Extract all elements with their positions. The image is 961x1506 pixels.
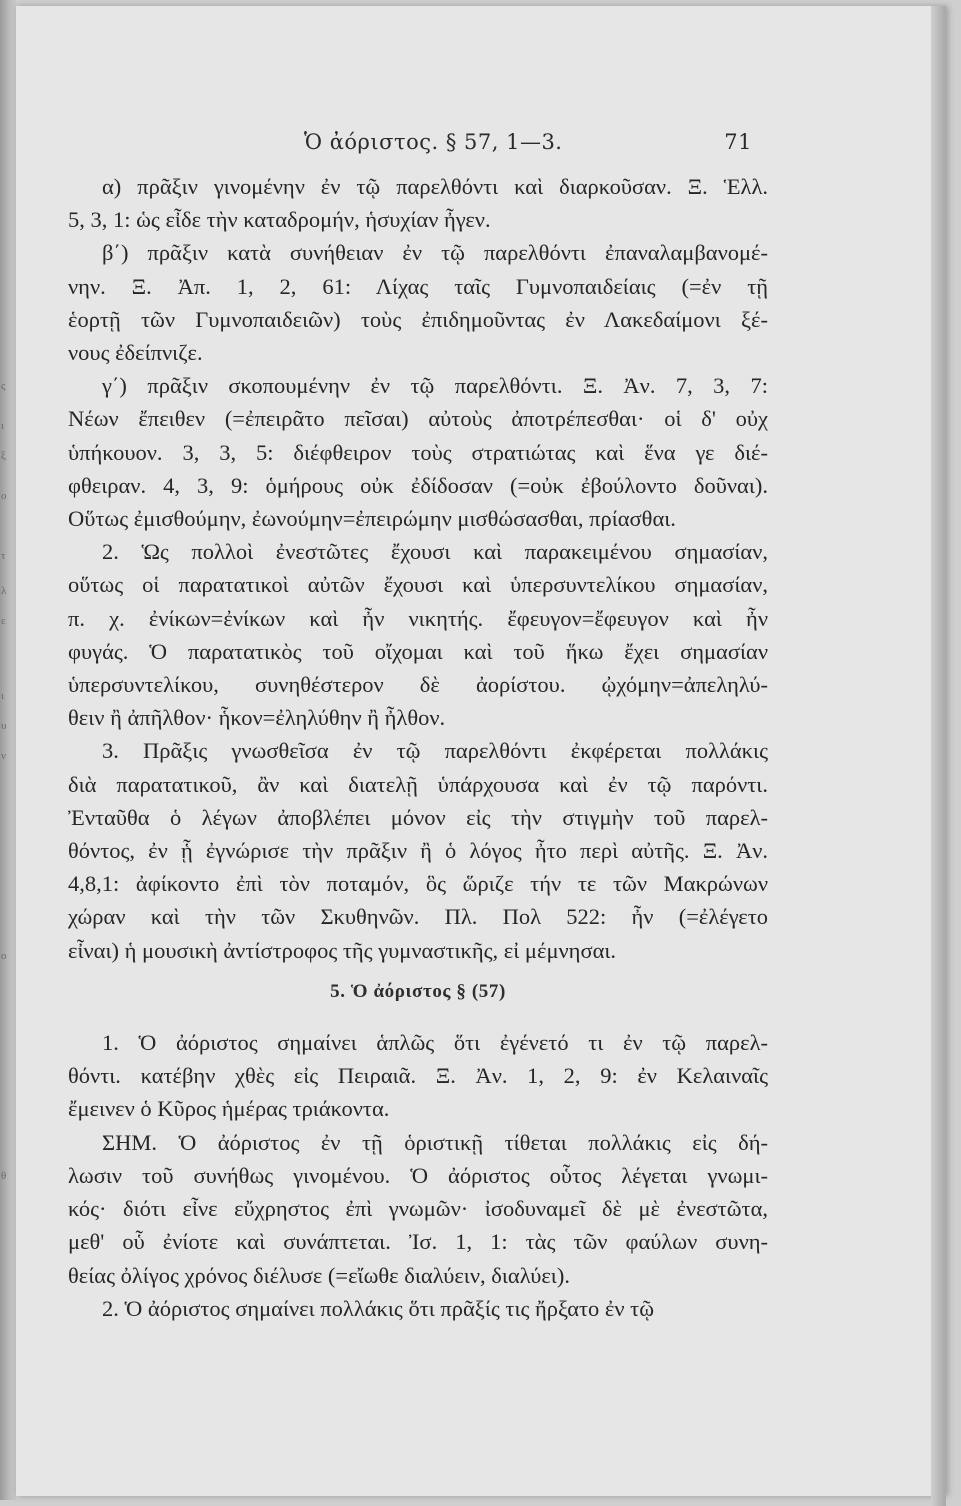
edge-glyph: ο [1,950,7,962]
section-heading: 5. Ὁ ἀόριστος § (57) [330,980,506,1002]
paragraph [68,1126,768,1292]
text-line: 5, 3, 1: ὡς εἶδε τὴν καταδρομήν, ἡσυχίαν ἦγεν. [68,207,491,233]
adjacent-page-edge-text [0,0,16,1500]
text-line: ἑορτῇ τῶν Γυμνοπαιδειῶν) τοὺς ἐπιδημοῦντας ἐν Λακεδαίμονι ξέ- [68,306,768,332]
text-line: ΣΗΜ. Ὁ ἀόριστος ἐν τῇ ὁριστικῇ τίθεται πολλάκις εἰς δή- [102,1129,768,1155]
text-line: ὑπερσυντελίκου, συνηθέστερον δὲ ἀορίστου. ᾠχόμην=ἀπεληλύ- [68,672,768,698]
text-line: φθειραν. 4, 3, 9: ὁμήρους οὐκ ἐδίδοσαν (=οὐκ ἐβούλοντο δοῦναι). [68,472,768,498]
paragraph [68,535,768,734]
text-line: ὑπήκουον. 3, 3, 5: διέφθειρον τοὺς στρατιώτας καὶ ἕνα γε διέ- [68,439,768,465]
text-line: Νέων ἔπειθεν (=ἐπειρᾶτο πεῖσαι) αὐτοὺς ἀποτρέπεσθαι· οἱ δ' οὐχ [68,406,768,432]
edge-glyph: υ [1,720,7,732]
text-line: 2. Ὁ ἀόριστος σημαίνει πολλάκις ὅτι πρᾶξίς τις ἤρξατο ἐν τῷ [102,1295,655,1321]
text-line: φυγάς. Ὁ παρατατικὸς τοῦ οἴχομαι καὶ τοῦ ἥκω ἔχει σημασίαν [68,638,768,664]
edge-glyph: λ [1,585,7,597]
text-line: εἶναι) ἡ μουσικὴ ἀντίστροφος τῆς γυμναστικῆς, εἰ μέμνησαι. [68,937,617,963]
edge-glyph: ν [1,750,6,762]
text-line: κός· διότι εἶνε εὔχρηστος ἐπὶ γνωμῶν· ἰσοδυναμεῖ δὲ μὲ ἐνεστῶτα, [68,1196,768,1222]
text-line: Ἐνταῦθα ὁ λέγων ἀποβλέπει μόνον εἰς τὴν στιγμὴν τοῦ παρελ- [68,804,768,830]
text-line: θειν ἢ ἀπῆλθον· ἧκον=ἐληλύθην ἢ ἦλθον. [68,705,446,731]
paragraph [68,236,768,369]
text-line: μεθ' οὗ ἐνίοτε καὶ συνάπτεται. Ἰσ. 1, 1: τὰς τῶν φαύλων συνη- [68,1229,768,1255]
edge-glyph: ε [1,615,6,627]
edge-glyph: ι [1,690,4,702]
paragraph [68,1026,768,1126]
paragraph [68,1292,768,1325]
text-line: θόντι. κατέβην χθὲς εἰς Πειραιᾶ. Ξ. Ἀν. 1, 2, 9: ἐν Κελαιναῖς [68,1063,768,1089]
text-line: ἔμεινεν ὁ Κῦρος ἡμέρας τριάκοντα. [68,1096,390,1122]
text-line: χώραν καὶ τὴν τῶν Σκυθηνῶν. Πλ. Πολ 522: ἦν (=ἐλέγετο [68,904,768,930]
page-edge-shadow [931,6,946,1506]
paragraph [68,369,768,535]
text-line: γ΄) πρᾶξιν σκοπουμένην ἐν τῷ παρελθόντι. Ξ. Ἀν. 7, 3, 7: [102,373,768,399]
text-line: θείας ὀλίγος χρόνος διέλυσε (=εἴωθε διαλύειν, διαλύει). [68,1262,570,1288]
text-line: θόντος, ἐν ᾗ ἐγνώρισε τὴν πρᾶξιν ἢ ὁ λόγος ἦτο περὶ αὐτῆς. Ξ. Ἀν. [68,838,768,864]
text-line: α) πρᾶξιν γινομένην ἐν τῷ παρελθόντι καὶ διαρκοῦσαν. Ξ. Ἑλλ. [102,174,768,199]
text-line: 1. Ὁ ἀόριστος σημαίνει ἁπλῶς ὅτι ἐγένετό τι ἐν τῷ παρελ- [102,1030,768,1056]
text-line: νους ἐδείπνιζε. [68,340,203,366]
page-number: 71 [724,130,752,154]
edge-glyph: ο [1,490,7,502]
text-line: οὕτως οἱ παρατατικοὶ αὐτῶν ἔχουσι καὶ ὑπερσυντελίκου σημασίαν, [68,572,768,598]
edge-glyph: ι [1,420,4,432]
paragraph [68,170,768,236]
text-line: 3. Πρᾶξις γνωσθεῖσα ἐν τῷ παρελθόντι ἐκφέρεται πολλάκις [102,738,768,764]
text-line: νην. Ξ. Ἀπ. 1, 2, 61: Λίχας ταῖς Γυμνοπαιδείαις (=ἐν τῇ [68,273,768,299]
text-line: π. χ. ἐνίκων=ἐνίκων καὶ ἦν νικητής. ἔφευγον=ἔφευγον καὶ ἦν [68,605,768,631]
text-line: διὰ παρατατικοῦ, ἂν καὶ διατελῇ ὑπάρχουσα καὶ ἐν τῷ παρόντι. [68,771,768,797]
text-line: β΄) πρᾶξιν κατὰ συνήθειαν ἐν τῷ παρελθόντι ἐπαναλαμβανομέ- [102,240,768,266]
text-line: 2. Ὡς πολλοὶ ἐνεστῶτες ἔχουσι καὶ παρακειμένου σημασίαν, [102,539,768,565]
edge-glyph: τ [1,550,6,562]
text-line: Οὕτως ἐμισθούμην, ἐωνούμην=ἐπειρώμην μισθώσασθαι, πρίασθαι. [68,506,676,532]
header-title: Ὁ ἀόριστος. § 57, 1—3. [304,130,563,154]
edge-glyph: θ [1,1170,7,1182]
edge-glyph: ξ [1,450,6,462]
text-line: λωσιν τοῦ συνήθως γινομένου. Ὁ ἀόριστος οὗτος λέγεται γνωμι- [68,1162,768,1188]
edge-glyph: ς [1,380,6,392]
text-line: 4,8,1: ἀφίκοντο ἐπὶ τὸν ποταμόν, ὃς ὥριζε τήν τε τῶν Μακρώνων [68,871,768,897]
book-page [16,6,946,1496]
body-text [68,170,768,1325]
paragraph [68,734,768,966]
